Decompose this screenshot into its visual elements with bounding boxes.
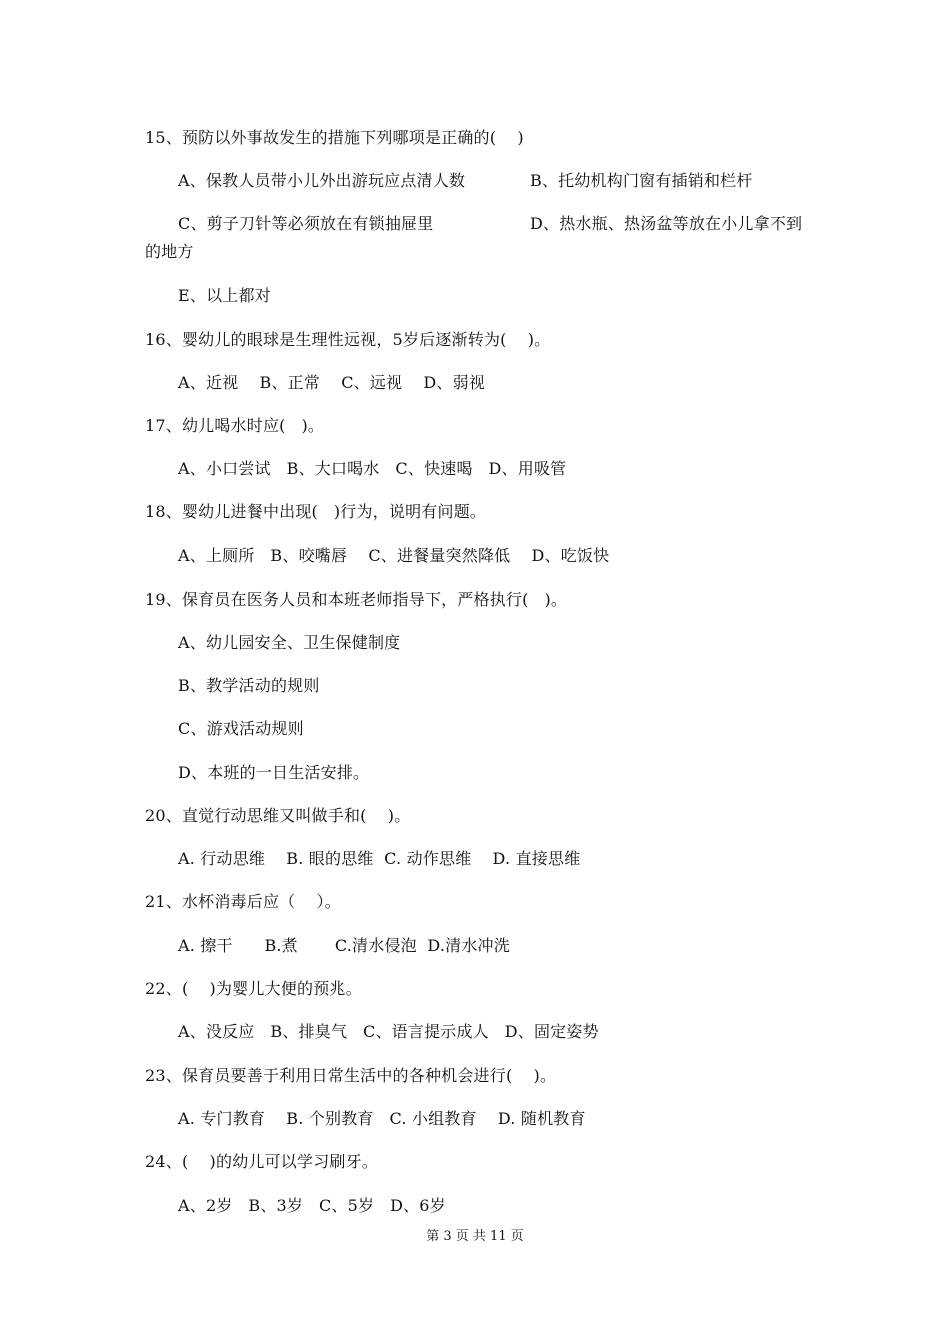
question-15-option-e: E、以上都对 [178, 286, 271, 305]
question-19-option-a: A、幼儿园安全、卫生保健制度 [178, 633, 401, 652]
question-17-stem: 17、幼儿喝水时应( )。 [145, 416, 325, 435]
question-15-option-d-continued: 的地方 [145, 242, 194, 261]
question-19-option-c: C、游戏活动规则 [178, 719, 304, 738]
question-15-option-d: D、热水瓶、热汤盆等放在小儿拿不到 [530, 214, 803, 233]
question-15-option-c: C、剪子刀针等必须放在有锁抽屉里 [178, 214, 434, 233]
question-23-stem: 23、保育员要善于利用日常生活中的各种机会进行( )。 [145, 1066, 557, 1085]
question-18-options: A、上厕所 B、咬嘴唇 C、进餐量突然降低 D、吃饭快 [178, 546, 610, 565]
question-17-options: A、小口尝试 B、大口喝水 C、快速喝 D、用吸管 [178, 459, 567, 478]
question-15-option-b: B、托幼机构门窗有插销和栏杆 [530, 171, 753, 190]
question-19-stem: 19、保育员在医务人员和本班老师指导下，严格执行( )。 [145, 590, 568, 609]
question-16-stem: 16、婴幼儿的眼球是生理性远视，5岁后逐渐转为( )。 [145, 330, 551, 349]
question-15-stem: 15、预防以外事故发生的措施下列哪项是正确的( ) [145, 128, 524, 147]
question-20-stem: 20、直觉行动思维又叫做手和( )。 [145, 806, 411, 825]
question-22-stem: 22、( )为婴儿大便的预兆。 [145, 979, 362, 998]
question-19-option-d: D、本班的一日生活安排。 [178, 763, 370, 782]
question-21-stem: 21、水杯消毒后应（ ）。 [145, 892, 341, 911]
question-21-options: A. 擦干 B.煮 C.清水侵泡 D.清水冲洗 [178, 936, 510, 955]
question-23-options: A. 专门教育 B. 个别教育 C. 小组教育 D. 随机教育 [178, 1109, 586, 1128]
question-24-options: A、2岁 B、3岁 C、5岁 D、6岁 [178, 1196, 446, 1215]
page-footer: 第 3 页 共 11 页 [426, 1229, 524, 1244]
question-15-option-a: A、保教人员带小儿外出游玩应点清人数 [178, 171, 466, 190]
question-20-options: A. 行动思维 B. 眼的思维 C. 动作思维 D. 直接思维 [178, 849, 581, 868]
question-19-option-b: B、教学活动的规则 [178, 676, 320, 695]
question-22-options: A、没反应 B、排臭气 C、语言提示成人 D、固定姿势 [178, 1022, 599, 1041]
question-18-stem: 18、婴幼儿进餐中出现( )行为，说明有问题。 [145, 502, 487, 521]
question-16-options: A、近视 B、正常 C、远视 D、弱视 [178, 373, 486, 392]
question-24-stem: 24、( )的幼儿可以学习刷牙。 [145, 1152, 378, 1171]
